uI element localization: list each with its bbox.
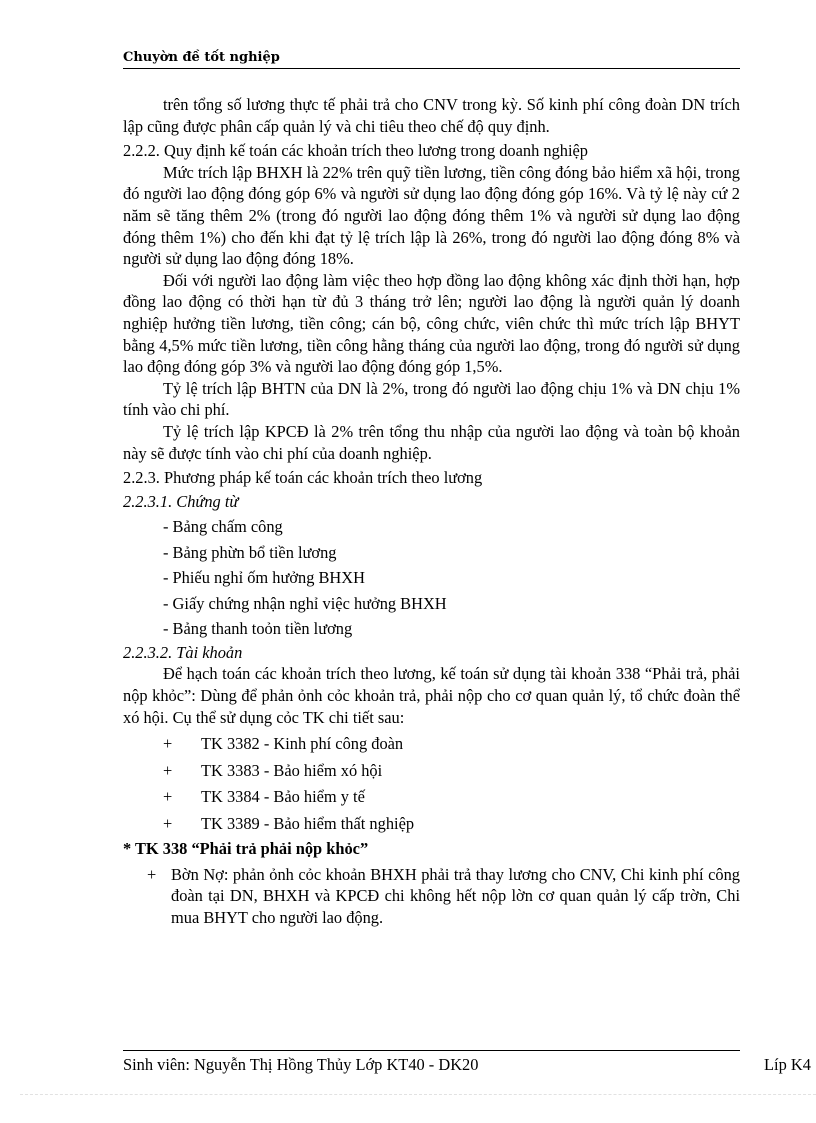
paragraph-kpcd-continuation: trên tổng số lương thực tế phải trả cho CNV trong kỳ. Số kinh phí công đoàn DN trích lập cũng được phân cấp quản lý và chi tiêu theo chế độ quy định. xyxy=(123,95,740,136)
debit-side-item xyxy=(147,864,740,929)
account-338-heading: * TK 338 “Phải trả phải nộp khỏc” xyxy=(123,839,369,859)
paragraph-kpcd-rate: Tỷ lệ trích lập KPCĐ là 2% trên tổng thu nhập của người lao động và toàn bộ khoản này sẽ được tính vào chi phí của doanh nghiệp. xyxy=(123,421,740,463)
subsection-heading-tai-khoan: 2.2.3.2. Tài khoản xyxy=(123,642,243,662)
list-item: - Phiếu nghỉ ốm hưởng BHXH xyxy=(163,568,365,588)
document-body xyxy=(123,94,740,929)
plus-bullet-icon: + xyxy=(147,864,157,884)
page-break-line xyxy=(20,1094,816,1095)
account-item-label: TK 3382 - Kinh phí công đoàn xyxy=(201,734,404,754)
account-item-label: TK 3383 - Bảo hiểm xó hội xyxy=(201,760,383,780)
paragraph-bhxh-rate: Mức trích lập BHXH là 22% trên quỹ tiền lương, tiền công đóng bảo hiểm xã hội, trong đó người lao động đóng góp 6% và người sử dụng lao động đóng góp 16%. Và tỷ lệ này cứ 2 năm sẽ tăng thêm 2% (trong đó người lao động đóng thêm 1% và người sử dụng lao động đóng thêm 1%) cho đến khi đạt tỷ lệ trích lập là 26%, trong đó người lao động đóng 8% và người sử dụng lao động đóng 18%. xyxy=(123,162,740,269)
header-divider xyxy=(123,68,740,69)
plus-bullet-icon: + xyxy=(163,760,173,780)
account-item-label: TK 3389 - Bảo hiểm thất nghiệp xyxy=(201,813,415,833)
paragraph-bhyt-rate: Đối với người lao động làm việc theo hợp đồng lao động không xác định thời hạn, hợp đồng lao động có thời hạn từ đủ 3 tháng trở lên; người lao động là người quản lý doanh nghiệp hưởng tiền lương, tiền công; cán bộ, công chức, viên chức thì mức trích lập BHYT bằng 4,5% mức tiền lương, tiền công hằng tháng của người lao động, trong đó người sử dụng lao động đóng góp 3% và người lao động đóng góp 1,5%. xyxy=(123,270,740,377)
plus-bullet-icon: + xyxy=(163,787,173,807)
list-item: - Bảng chấm công xyxy=(163,517,283,537)
page-header-title: Chuyờn đề tốt nghiệp xyxy=(123,50,280,65)
account-item xyxy=(163,786,740,808)
paragraph-bhtn-rate: Tỷ lệ trích lập BHTN của DN là 2%, trong đó người lao động chịu 1% và DN chịu 1% tính vào chi phí. xyxy=(123,378,740,420)
footer-divider xyxy=(123,1050,740,1051)
account-item xyxy=(163,813,740,835)
footer-student-info: Sinh viên: Nguyễn Thị Hồng Thủy Lớp KT40 - DK20 xyxy=(123,1055,479,1074)
debit-side-text: Bờn Nợ: phản ỏnh cỏc khoản BHXH phải trả thay lương cho CNV, Chi kinh phí công đoàn tại DN, BHXH và KPCĐ chi không hết nộp lờn cơ quan quản lý cấp trờn, Chi mua BHYT cho người lao động. xyxy=(171,864,740,927)
paragraph-account-338: Để hạch toán các khoản trích theo lương, kế toán sử dụng tài khoản 338 “Phải trả, phải nộp khỏc”: Dùng để phản ỏnh cỏc khoản trả, phải nộp cho cơ quan quản lý, tổ chức đoàn thể xó hội. Cụ thể sử dụng cỏc TK chi tiết sau: xyxy=(123,664,740,727)
section-heading-2-2-3: 2.2.3. Phương pháp kế toán các khoản trích theo lương xyxy=(123,468,483,488)
list-item: - Bảng thanh toỏn tiền lương xyxy=(163,619,353,639)
footer-class-label: Líp K4 xyxy=(764,1055,811,1074)
plus-bullet-icon: + xyxy=(163,813,173,833)
account-item xyxy=(163,760,740,782)
account-item xyxy=(163,733,740,755)
list-item: - Giấy chứng nhận nghỉ việc hưởng BHXH xyxy=(163,593,447,613)
account-item-label: TK 3384 - Bảo hiểm y tế xyxy=(201,787,365,807)
plus-bullet-icon: + xyxy=(163,734,173,754)
section-heading-2-2-2: 2.2.2. Quy định kế toán các khoản trích theo lương trong doanh nghiệp xyxy=(123,141,589,161)
list-item: - Bảng phừn bổ tiền lương xyxy=(163,542,337,562)
subsection-heading-chung-tu: 2.2.3.1. Chứng từ xyxy=(123,491,239,511)
